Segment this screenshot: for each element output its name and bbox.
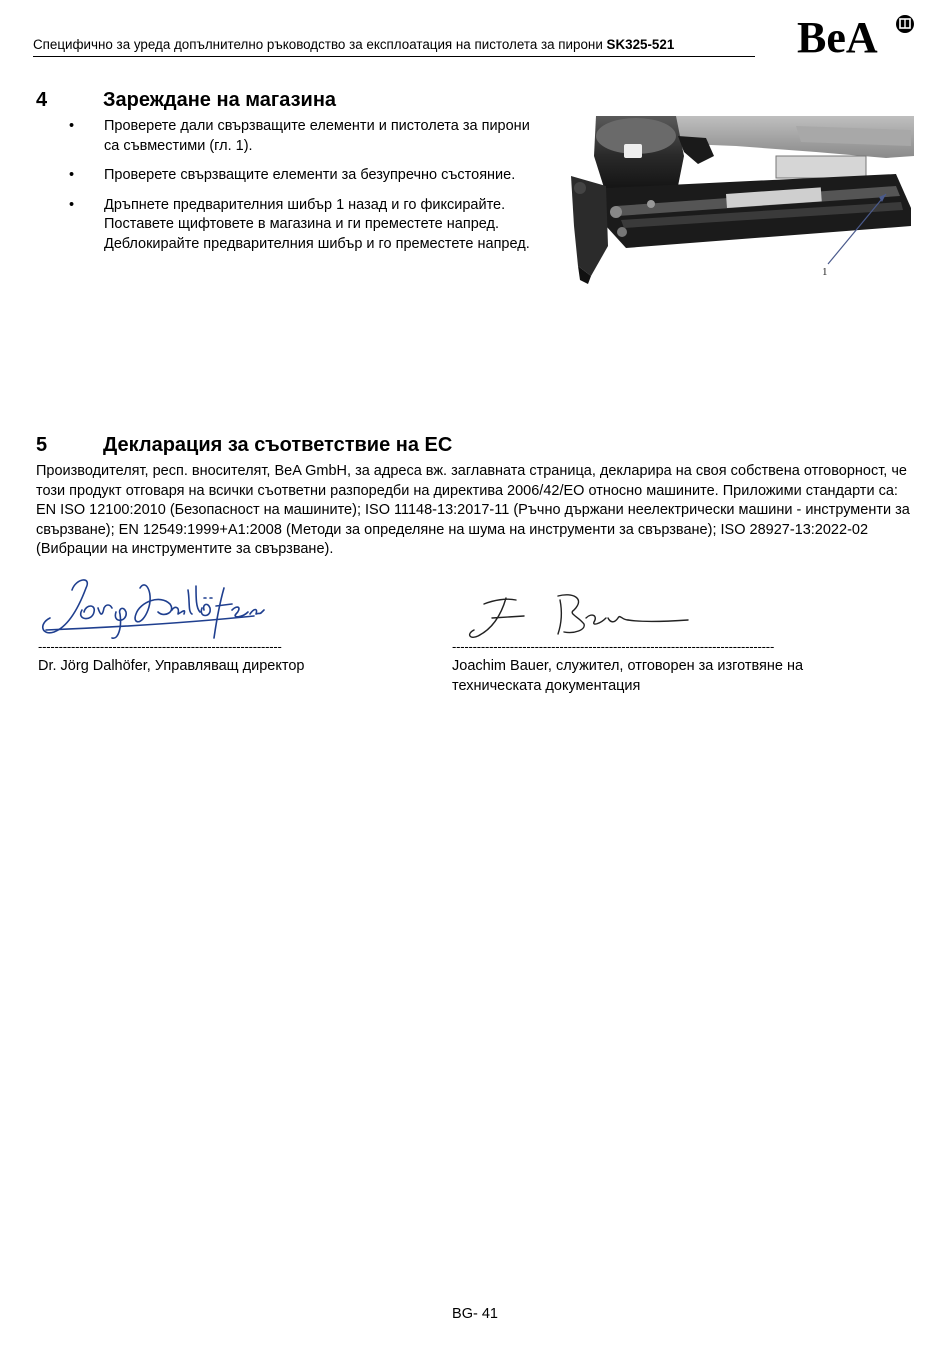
- photo-callout-label: 1: [822, 266, 828, 278]
- bea-logo: [795, 10, 917, 60]
- bullet-icon: •: [69, 118, 75, 134]
- bullet-text: Дръпнете предварителния шибър 1 назад и го фиксирайте. Поставете щифтовете в магазина и ги преместете напред. Деблокирайте предварителния шибър и го преместете напред.: [104, 196, 530, 252]
- signature-bauer: [462, 588, 692, 644]
- header-rule: [33, 56, 755, 57]
- bullet-item: [66, 196, 536, 255]
- section-5-title: Декларация за съответствие на ЕС: [103, 434, 453, 456]
- page-header: [33, 37, 674, 52]
- signatory-left: Dr. Jörg Dalhöfer, Управляващ директор: [38, 658, 305, 674]
- section-5-number: 5: [36, 434, 48, 456]
- bullet-item: [66, 166, 536, 186]
- header-model: SK325-521: [606, 37, 675, 52]
- logo-text: BeA: [797, 13, 878, 60]
- signature-line-left: -----------------------------------------------------------: [38, 639, 282, 654]
- bullet-icon: •: [69, 196, 75, 213]
- page-number: BG- 41: [452, 1306, 498, 1322]
- header-text: Специфично за уреда допълнително ръководство за експлоатация на пистолета за пирони: [33, 37, 607, 52]
- bullet-text: Проверете свързващите елементи за безупречно състояние.: [104, 167, 516, 183]
- signature-line-right: ------------------------------------------------------------------------------: [452, 639, 775, 654]
- section-4-number: 4: [36, 89, 48, 111]
- section-4-bullets: [66, 117, 536, 264]
- declaration-paragraph: Производителят, респ. вносителят, BeA GmbH, за адреса вж. заглавната страница, декларира на своя собствена отговорност, че този продукт отговаря на всички съответни разпоредби на директива 2006/42/ЕО относно машините. Приложими стандарти са: EN ISO 12100:2010 (Безопасност на машините); ISO 11148-13:2017-11 (Ръчно държани неелектрически машини - инструменти за свързване); EN 12549:1999+A1:2008 (Методи за определяне на шума на инструменти за свързване); ISO 28927-13:2022-02 (Вибрации на инструментите за свързване).: [36, 463, 910, 557]
- bullet-text: Проверете дали свързващите елементи и пистолета за пирони са съвместими (гл. 1).: [104, 118, 530, 154]
- bullet-icon: •: [69, 167, 75, 183]
- signature-dalhoefer: [36, 568, 266, 644]
- nailer-photo: [566, 116, 914, 292]
- bullet-item: [66, 117, 536, 156]
- section-4-title: Зареждане на магазина: [103, 89, 337, 111]
- signatory-right: Joachim Bauer, служител, отговорен за изготвяне на техническата документация: [452, 658, 804, 694]
